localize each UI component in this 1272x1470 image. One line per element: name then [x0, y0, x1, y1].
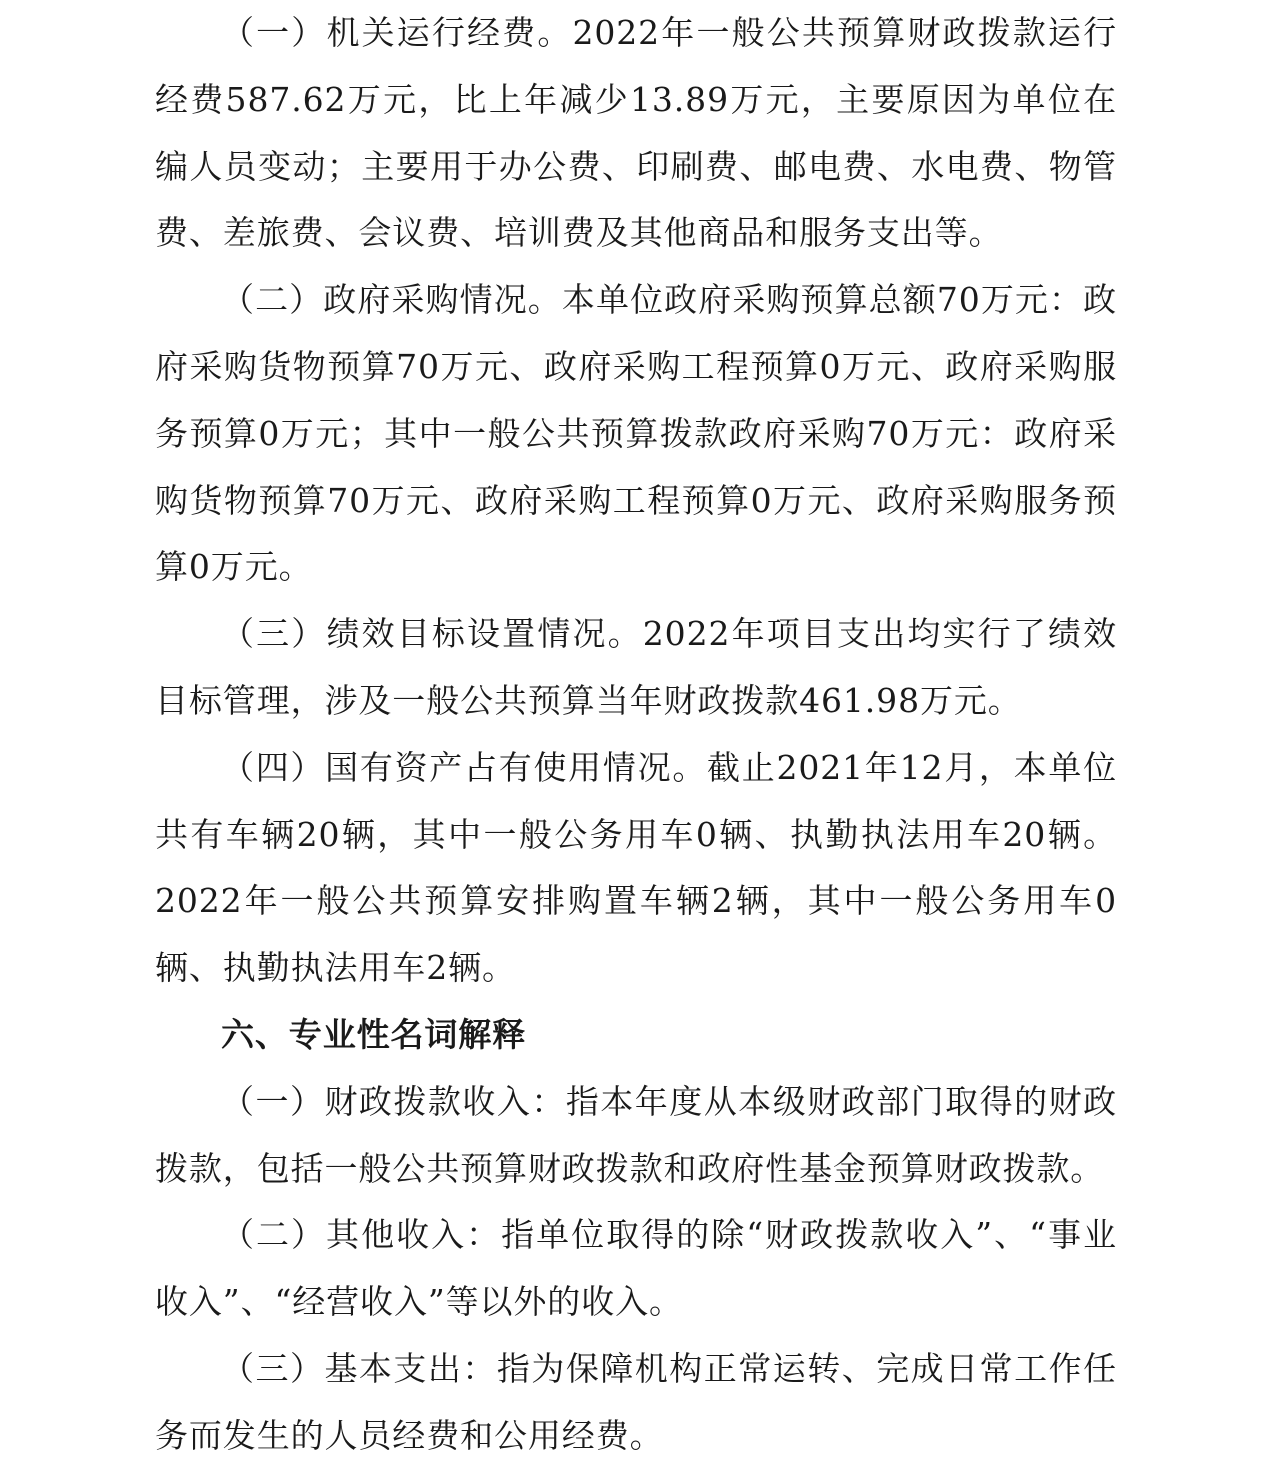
paragraph-government-procurement: （二）政府采购情况。本单位政府采购预算总额70万元：政府采购货物预算70万元、政府采购工程预算0万元、政府采购服务预算0万元；其中一般公共预算拨款政府采购70万元：政府采购货物预算70万元、政府采购工程预算0万元、政府采购服务预算0万元。 — [155, 280, 1117, 587]
paragraph-performance-targets: （三）绩效目标设置情况。2022年项目支出均实行了绩效目标管理，涉及一般公共预算当年财政拨款461.98万元。 — [155, 614, 1117, 720]
section-heading: 六、专业性名词解释 — [221, 1014, 527, 1054]
paragraph-other-income: （二）其他收入：指单位取得的除“财政拨款收入”、“事业收入”、“经营收入”等以外的收入。 — [155, 1215, 1117, 1322]
paragraph-fiscal-appropriation-income: （一）财政拨款收入：指本年度从本级财政部门取得的财政拨款，包括一般公共预算财政拨款和政府性基金预算财政拨款。 — [155, 1081, 1117, 1188]
document-page — [155, 0, 1117, 1455]
paragraph-operating-expenses: （一）机关运行经费。2022年一般公共预算财政拨款运行经费587.62万元，比上年减少13.89万元，主要原因为单位在编人员变动；主要用于办公费、印刷费、邮电费、水电费、物管费、差旅费、会议费、培训费及其他商品和服务支出等。 — [155, 13, 1117, 253]
paragraph-state-assets: （四）国有资产占有使用情况。截止2021年12月，本单位共有车辆20辆，其中一般公务用车0辆、执勤执法用车20辆。2022年一般公共预算安排购置车辆2辆，其中一般公务用车0辆、执勤执法用车2辆。 — [155, 747, 1117, 988]
paragraph-basic-expenditure: （三）基本支出：指为保障机构正常运转、完成日常工作任务而发生的人员经费和公用经费。 — [155, 1348, 1117, 1455]
